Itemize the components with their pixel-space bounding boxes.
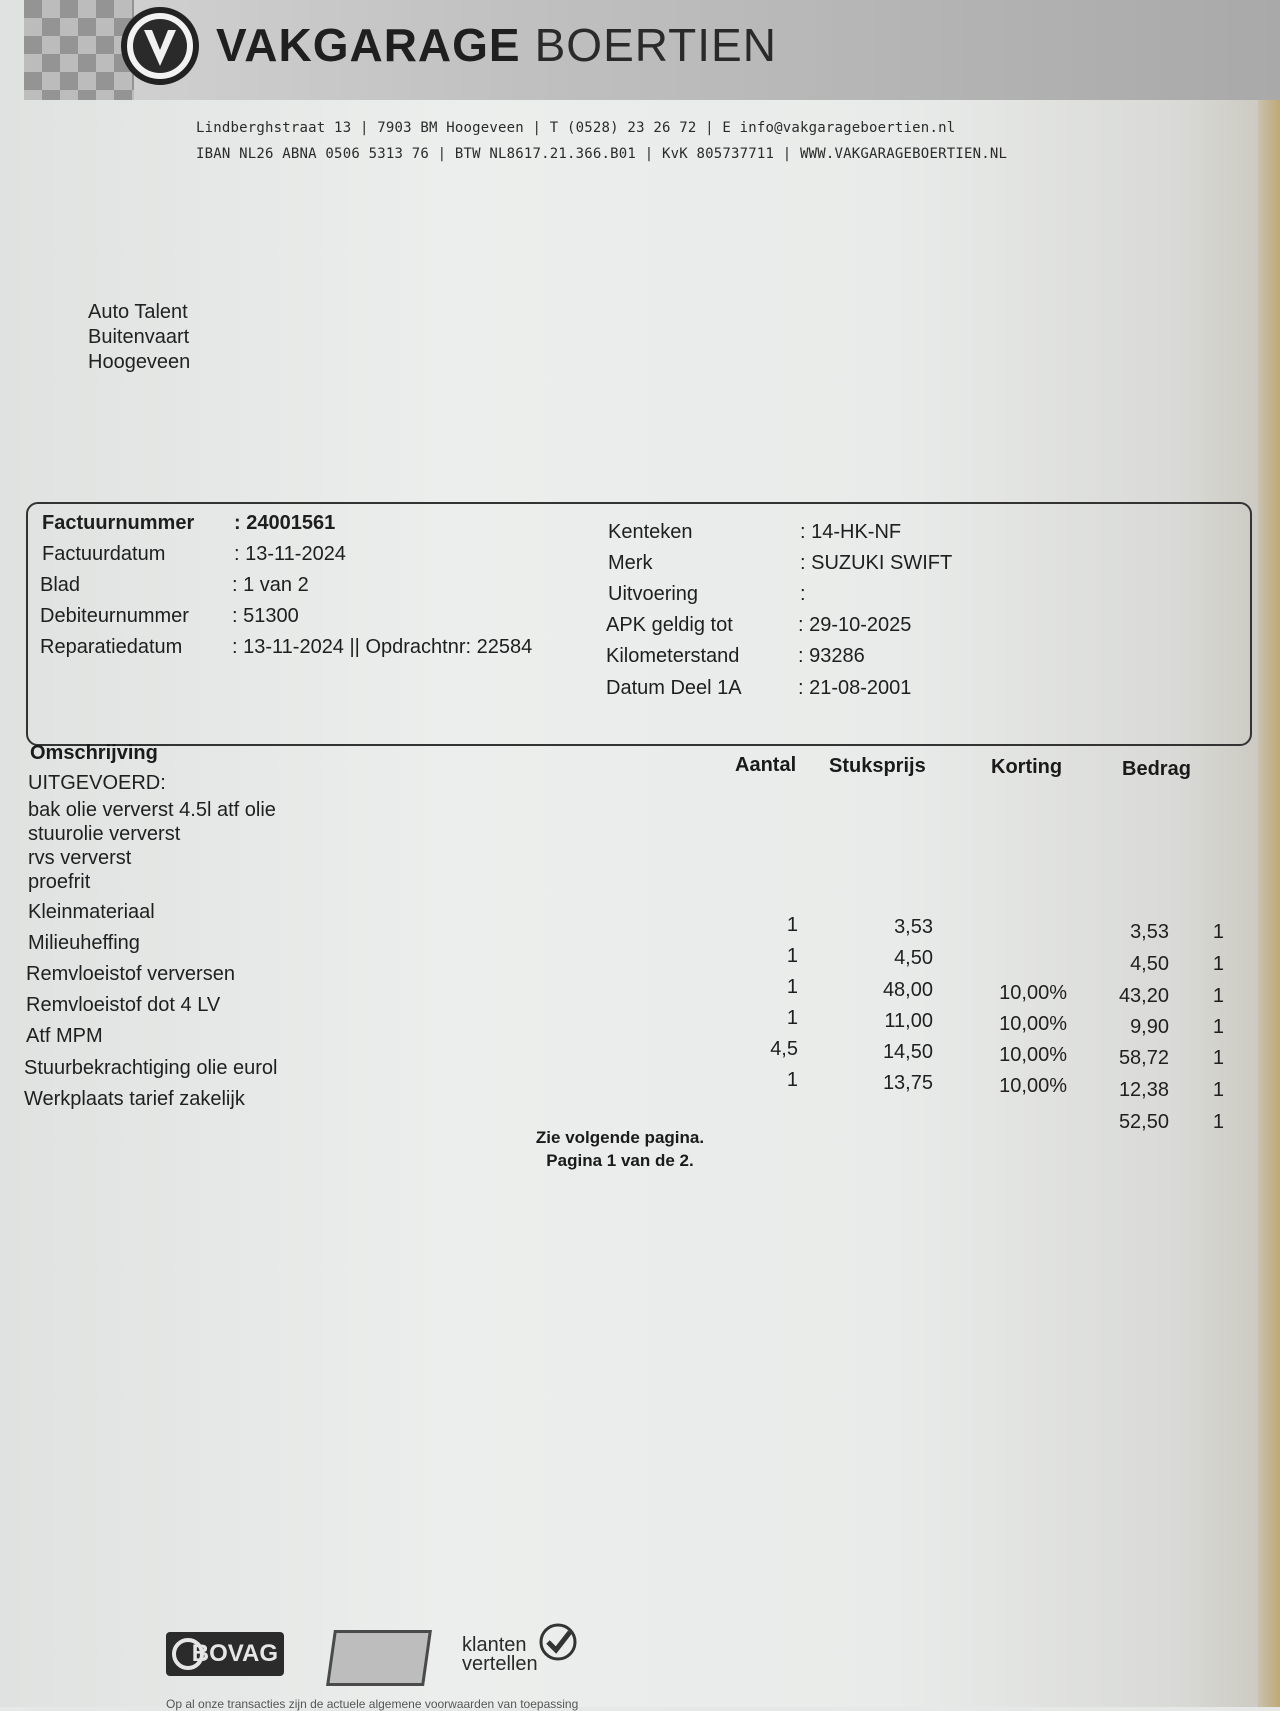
recipient-city: Hoogeveen: [88, 351, 191, 373]
note-line: proefrit: [28, 871, 91, 893]
debtor-number-value: : 51300: [232, 605, 299, 627]
license-plate-label: Kenteken: [608, 521, 693, 543]
page-value: : 1 van 2: [232, 574, 309, 596]
invoice-number-value: : 24001561: [234, 512, 336, 534]
make-value: : SUZUKI SWIFT: [800, 552, 953, 574]
row-description: Atf MPM: [26, 1025, 103, 1047]
row-vat-code: 1: [1212, 921, 1224, 943]
recipient-address: [88, 300, 190, 375]
page-label: Blad: [40, 574, 81, 596]
header-description: Omschrijving: [30, 742, 158, 764]
version-label: Uitvoering: [608, 583, 699, 605]
row-discount: 10,00%: [999, 982, 1067, 1004]
license-plate-value: : 14-HK-NF: [800, 521, 902, 543]
row-discount: 10,00%: [999, 1075, 1067, 1097]
header-quantity: Aantal: [735, 754, 797, 776]
row-unit-price: 14,50: [882, 1041, 933, 1063]
bovag-logo: [166, 1632, 284, 1676]
note-line: rvs ververst: [28, 847, 132, 869]
note-line: UITGEVOERD:: [28, 772, 166, 794]
vertellen-text: vertellen: [462, 1653, 538, 1675]
row-unit-price: 11,00: [884, 1010, 933, 1032]
row-description: Remvloeistof verversen: [26, 963, 235, 985]
row-vat-code: 1: [1212, 1111, 1224, 1133]
row-vat-code: 1: [1212, 1047, 1224, 1069]
bovag-logo-text: BOVAG: [191, 1640, 278, 1667]
row-amount: 3,53: [1130, 921, 1169, 943]
klanten-text: klanten: [462, 1634, 527, 1656]
bovag-mark-icon: [172, 1638, 204, 1670]
contact-line-2: IBAN NL26 ABNA 0506 5313 76 | BTW NL8617.21.366.B01 | KvK 805737711 | WWW.VAKGARAGEBOERTIEN.NL: [196, 146, 1008, 162]
klanten-vertellen-logo: [462, 1636, 538, 1674]
header-unit-price: Stuksprijs: [829, 755, 926, 777]
recipient-street: Buitenvaart: [88, 326, 190, 348]
repair-date-label: Reparatiedatum: [40, 636, 183, 658]
row-quantity: 1: [786, 1007, 798, 1029]
row-vat-code: 1: [1212, 953, 1224, 975]
note-line: stuurolie ververst: [28, 823, 181, 845]
row-discount: 10,00%: [999, 1013, 1067, 1035]
brand-bold: VAKGARAGE: [216, 19, 521, 71]
debtor-number-label: Debiteurnummer: [40, 605, 189, 627]
contact-line-1: Lindberghstraat 13 | 7903 BM Hoogeveen | T (0528) 23 26 72 | E info@vakgarageboertien.nl: [196, 120, 956, 136]
paper-edge: [1258, 0, 1280, 1707]
apk-label: APK geldig tot: [606, 614, 733, 636]
letterhead: [24, 0, 1280, 100]
registration-date-value: : 21-08-2001: [798, 677, 912, 699]
row-amount: 58,72: [1118, 1047, 1169, 1069]
row-description: Stuurbekrachtiging olie eurol: [24, 1057, 278, 1079]
row-quantity: 1: [786, 945, 798, 967]
row-amount: 9,90: [1130, 1016, 1169, 1038]
page-count-note: Pagina 1 van de 2.: [546, 1151, 694, 1170]
row-amount: 43,20: [1118, 985, 1169, 1007]
row-vat-code: 1: [1212, 1016, 1224, 1038]
row-quantity: 1: [786, 914, 798, 936]
row-unit-price: 13,75: [882, 1072, 933, 1094]
make-label: Merk: [608, 552, 653, 574]
version-value: :: [800, 583, 806, 605]
row-amount: 52,50: [1118, 1111, 1169, 1133]
terms-text: Op al onze transacties zijn de actuele algemene voorwaarden van toepassing: [166, 1697, 579, 1711]
row-vat-code: 1: [1212, 985, 1224, 1007]
repair-date-value: : 13-11-2024 || Opdrachtnr: 22584: [232, 636, 533, 658]
row-amount: 4,50: [1130, 953, 1169, 975]
registration-date-label: Datum Deel 1A: [606, 677, 742, 699]
row-quantity: 1: [786, 1069, 798, 1091]
checkmark-icon: [538, 1622, 578, 1662]
brand-name: [216, 18, 777, 72]
row-quantity: 4,5: [770, 1038, 798, 1060]
row-description: Werkplaats tarief zakelijk: [24, 1088, 245, 1110]
vakgarage-logo-icon: [120, 6, 200, 86]
row-description: Milieuheffing: [28, 932, 140, 954]
row-description: Remvloeistof dot 4 LV: [26, 994, 221, 1016]
header-amount: Bedrag: [1122, 758, 1191, 780]
row-unit-price: 3,53: [894, 916, 933, 938]
checker-pattern: [24, 0, 134, 100]
invoice-date-value: : 13-11-2024: [234, 543, 346, 565]
brand-light: BOERTIEN: [534, 19, 777, 71]
row-unit-price: 48,00: [882, 979, 933, 1001]
row-unit-price: 4,50: [894, 947, 933, 969]
row-vat-code: 1: [1212, 1079, 1224, 1101]
invoice-number-label: Factuurnummer: [42, 512, 195, 534]
note-line: bak olie ververst 4.5l atf olie: [28, 799, 276, 821]
row-amount: 12,38: [1118, 1079, 1169, 1101]
apk-value: : 29-10-2025: [798, 614, 912, 636]
mileage-label: Kilometerstand: [606, 645, 740, 667]
row-description: Kleinmateriaal: [28, 901, 155, 923]
recipient-name: Auto Talent: [88, 301, 188, 323]
stpw-logo-icon: [326, 1630, 432, 1686]
header-discount: Korting: [991, 756, 1063, 778]
mileage-value: : 93286: [798, 645, 865, 667]
row-discount: 10,00%: [999, 1044, 1067, 1066]
invoice-date-label: Factuurdatum: [42, 543, 166, 565]
row-quantity: 1: [786, 976, 798, 998]
next-page-note: Zie volgende pagina.: [535, 1128, 705, 1147]
